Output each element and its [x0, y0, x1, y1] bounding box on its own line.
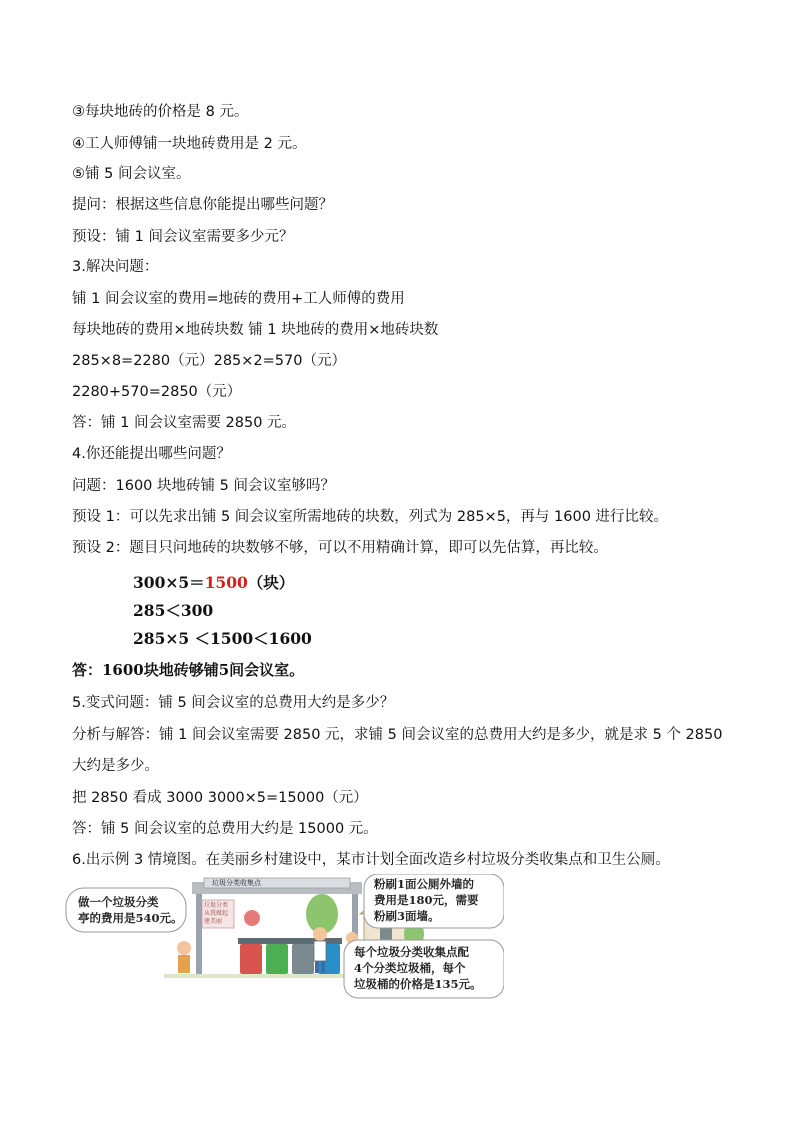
text-line: ③每块地砖的价格是 8 元。 — [72, 104, 249, 120]
text-line: 预设 1：可以先求出铺 5 间会议室所需地砖的块数，列式为 285×5，再与 1600 进行比较。 — [72, 509, 669, 525]
bubble-bin-cost — [354, 944, 482, 992]
bubble-line: 每个垃圾分类收集点配 — [354, 945, 469, 959]
bubble-line: 费用是180元，需要 — [374, 893, 479, 907]
text-line: 铺 1 间会议室的费用=地砖的费用+工人师傅的费用 — [72, 291, 405, 307]
calc-text: （块） — [247, 573, 295, 592]
calc-highlight: 1500 — [204, 573, 248, 592]
text-line: 预设 2：题目只问地砖的块数够不够，可以不用精确计算，即可以先估算，再比较。 — [72, 540, 608, 556]
bubble-line: 垃圾桶的价格是135元。 — [354, 977, 482, 991]
section-heading: 4.你还能提出哪些问题？ — [72, 446, 231, 462]
calc-text: 300×5＝ — [133, 573, 205, 592]
section-heading: 6.出示例 3 情境图。在美丽乡村建设中，某市计划全面改造乡村垃圾分类收集点和卫生公厕。 — [72, 852, 670, 868]
section-heading: 5.变式问题：铺 5 间会议室的总费用大约是多少？ — [72, 695, 395, 711]
equation-line: 285×8=2280（元）285×2=570（元） — [72, 353, 346, 369]
board-line: 从我做起 — [204, 910, 229, 917]
text-line: 提问：根据这些信息你能提出哪些问题？ — [72, 197, 333, 213]
estimate-calc-1 — [133, 572, 294, 594]
bubble-line: 粉刷3面墙。 — [374, 909, 440, 923]
scene-illustration — [64, 874, 504, 1004]
answer-line: 答：铺 5 间会议室的总费用大约是 15000 元。 — [72, 821, 378, 837]
text-line: 分析与解答：铺 1 间会议室需要 2850 元，求铺 5 间会议室的总费用大约是多少，就是求 5 个 2850 — [72, 727, 723, 743]
answer-line: 答：铺 1 间会议室需要 2850 元。 — [72, 415, 297, 431]
equation-line: 把 2850 看成 3000 3000×5=15000（元） — [72, 790, 368, 806]
section-heading: 3.解决问题： — [72, 259, 159, 275]
bubble-line: 粉刷1面公厕外墙的 — [374, 877, 475, 891]
text-line: 预设：铺 1 间会议室需要多少元？ — [72, 229, 294, 245]
text-line: 问题：1600 块地砖铺 5 间会议室够吗？ — [72, 478, 335, 494]
text-line: 大约是多少。 — [72, 758, 159, 774]
bubble-line: 4个分类垃圾桶，每个 — [354, 961, 466, 975]
text-line: ④工人师傅铺一块地砖费用是 2 元。 — [72, 136, 307, 152]
kiosk-sign: 垃圾分类收集点 — [212, 879, 261, 887]
board-line: 建美丽 — [204, 918, 223, 925]
text-line: 每块地砖的费用×地砖块数 铺 1 块地砖的费用×地砖块数 — [72, 322, 439, 338]
board-line: 垃圾分类 — [204, 902, 229, 909]
bubble-line: 亭的费用是540元。 — [78, 911, 183, 925]
bubble-wall-cost — [374, 876, 479, 924]
estimate-calc-3: 285×5 ＜1500＜1600 — [133, 629, 312, 648]
text-line: ⑤铺 5 间会议室。 — [72, 166, 191, 182]
bubble-line: 做一个垃圾分类 — [78, 895, 159, 909]
estimate-calc-2: 285＜300 — [133, 601, 214, 620]
bubble-kiosk-cost — [78, 894, 183, 926]
kiosk-board — [204, 902, 228, 926]
equation-line: 2280+570=2850（元） — [72, 384, 242, 400]
bold-answer: 答：1600块地砖够铺5间会议室。 — [72, 661, 305, 679]
